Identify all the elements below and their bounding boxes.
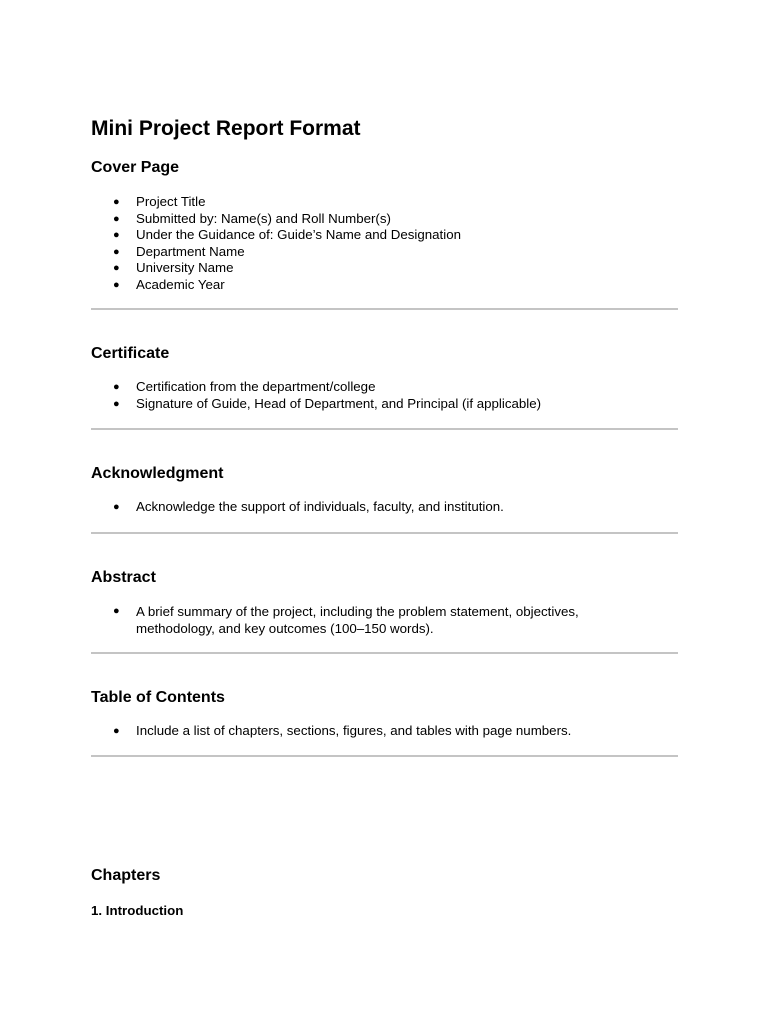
section-divider — [91, 652, 678, 654]
bullet-icon: ● — [113, 501, 120, 513]
bullet-icon: ● — [113, 229, 120, 242]
document-title: Mini Project Report Format — [91, 117, 361, 140]
list-item-text: Project Title — [136, 194, 206, 209]
table-of-contents-list — [91, 723, 651, 740]
cover-page-list — [91, 194, 651, 294]
section-divider — [91, 428, 678, 430]
list-item — [91, 499, 651, 516]
section-divider — [91, 532, 678, 534]
list-item-text: University Name — [136, 260, 234, 276]
bullet-icon: ● — [113, 212, 120, 225]
list-item — [91, 260, 651, 277]
list-item-text: Academic Year — [136, 276, 225, 292]
section-heading-table-of-contents: Table of Contents — [91, 689, 225, 706]
list-item-text: Signature of Guide, Head of Department, and Principal (if applicable) — [136, 395, 542, 411]
list-item-text: Include a list of chapters, sections, figures, and tables with page numbers. — [136, 723, 572, 738]
bullet-icon: ● — [113, 196, 120, 208]
list-item — [91, 396, 651, 413]
chapter-heading-introduction: 1. Introduction — [91, 903, 184, 918]
section-heading-abstract: Abstract — [91, 569, 156, 586]
bullet-icon: ● — [113, 381, 120, 393]
list-item — [91, 603, 611, 637]
certificate-list — [91, 379, 651, 412]
list-item-text: A brief summary of the project, including the problem statement, objectives, methodology, and key outcomes (100–150 words). — [136, 604, 579, 636]
list-item — [91, 379, 651, 396]
bullet-icon: ● — [113, 278, 120, 291]
list-item-text: Acknowledge the support of individuals, faculty, and institution. — [136, 499, 504, 514]
bullet-icon: ● — [113, 397, 120, 410]
acknowledgment-list — [91, 499, 651, 516]
list-item — [91, 211, 651, 228]
list-item — [91, 194, 651, 211]
list-item — [91, 244, 651, 261]
section-heading-cover-page: Cover Page — [91, 159, 180, 176]
bullet-icon: ● — [113, 605, 120, 617]
section-divider — [91, 755, 678, 757]
section-heading-acknowledgment: Acknowledgment — [91, 465, 224, 482]
list-item-text: Certification from the department/college — [136, 379, 376, 394]
list-item — [91, 277, 651, 294]
abstract-list — [91, 603, 611, 637]
bullet-icon: ● — [113, 262, 120, 275]
list-item-text: Under the Guidance of: Guide’s Name and Designation — [136, 227, 461, 243]
bullet-icon: ● — [113, 725, 120, 737]
list-item — [91, 227, 651, 244]
section-heading-certificate: Certificate — [91, 345, 170, 362]
list-item-text: Submitted by: Name(s) and Roll Number(s) — [136, 210, 391, 226]
section-heading-chapters: Chapters — [91, 867, 161, 884]
section-divider — [91, 308, 678, 310]
list-item — [91, 723, 651, 740]
list-item-text: Department Name — [136, 243, 245, 259]
bullet-icon: ● — [113, 245, 120, 258]
